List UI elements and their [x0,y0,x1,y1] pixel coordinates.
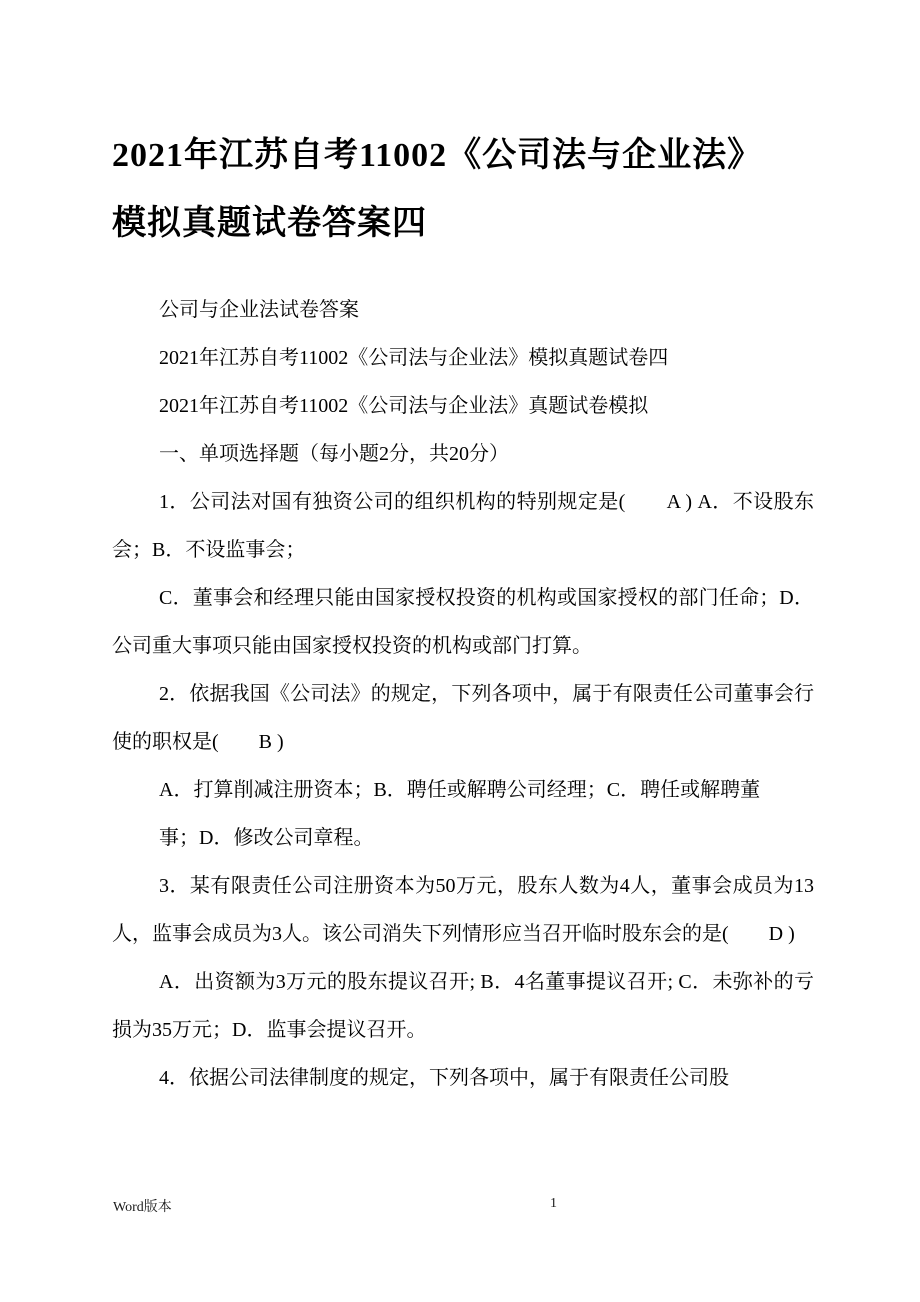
document-title [112,122,814,258]
paragraph: 一、单项选择题（每小题2分，共20分） [159,443,509,465]
paragraph: 3．某有限责任公司注册资本为50万元，股东人数为4人，董事会成员为13人，监事会成员为3人。该公司消失下列情形应当召开临时股东会的是( D ) [112,875,814,945]
page-footer [0,1196,920,1220]
footer-word-version-label: Word版本 [113,1200,172,1215]
paragraph: 事；D．修改公司章程。 [159,827,374,849]
document-title-line-1: 2021年江苏自考11002《公司法与企业法》 [112,137,763,174]
footer-page-number: 1 [550,1196,557,1211]
document-body [112,286,814,1102]
paragraph: 2021年江苏自考11002《公司法与企业法》模拟真题试卷四 [159,347,669,369]
paragraph: 1．公司法对国有独资公司的组织机构的特别规定是( A ) A．不设股东会；B．不设监事会； [112,491,814,561]
paragraph: 4．依据公司法律制度的规定，下列各项中，属于有限责任公司股 [159,1067,729,1089]
paragraph: 2021年江苏自考11002《公司法与企业法》真题试卷模拟 [159,395,649,417]
paragraph: 公司与企业法试卷答案 [159,299,359,321]
paragraph: A．打算削减注册资本；B．聘任或解聘公司经理；C．聘任或解聘董 [159,779,761,801]
paragraph: A．出资额为3万元的股东提议召开; B．4名董事提议召开; C．未弥补的亏损为35万元；D．监事会提议召开。 [112,971,814,1041]
paragraph: C．董事会和经理只能由国家授权投资的机构或国家授权的部门任命；D．公司重大事项只能由国家授权投资的机构或部门打算。 [112,587,814,657]
paragraph: 2．依据我国《公司法》的规定，下列各项中，属于有限责任公司董事会行使的职权是( B ) [112,683,814,753]
document-title-line-2: 模拟真题试卷答案四 [112,205,427,242]
